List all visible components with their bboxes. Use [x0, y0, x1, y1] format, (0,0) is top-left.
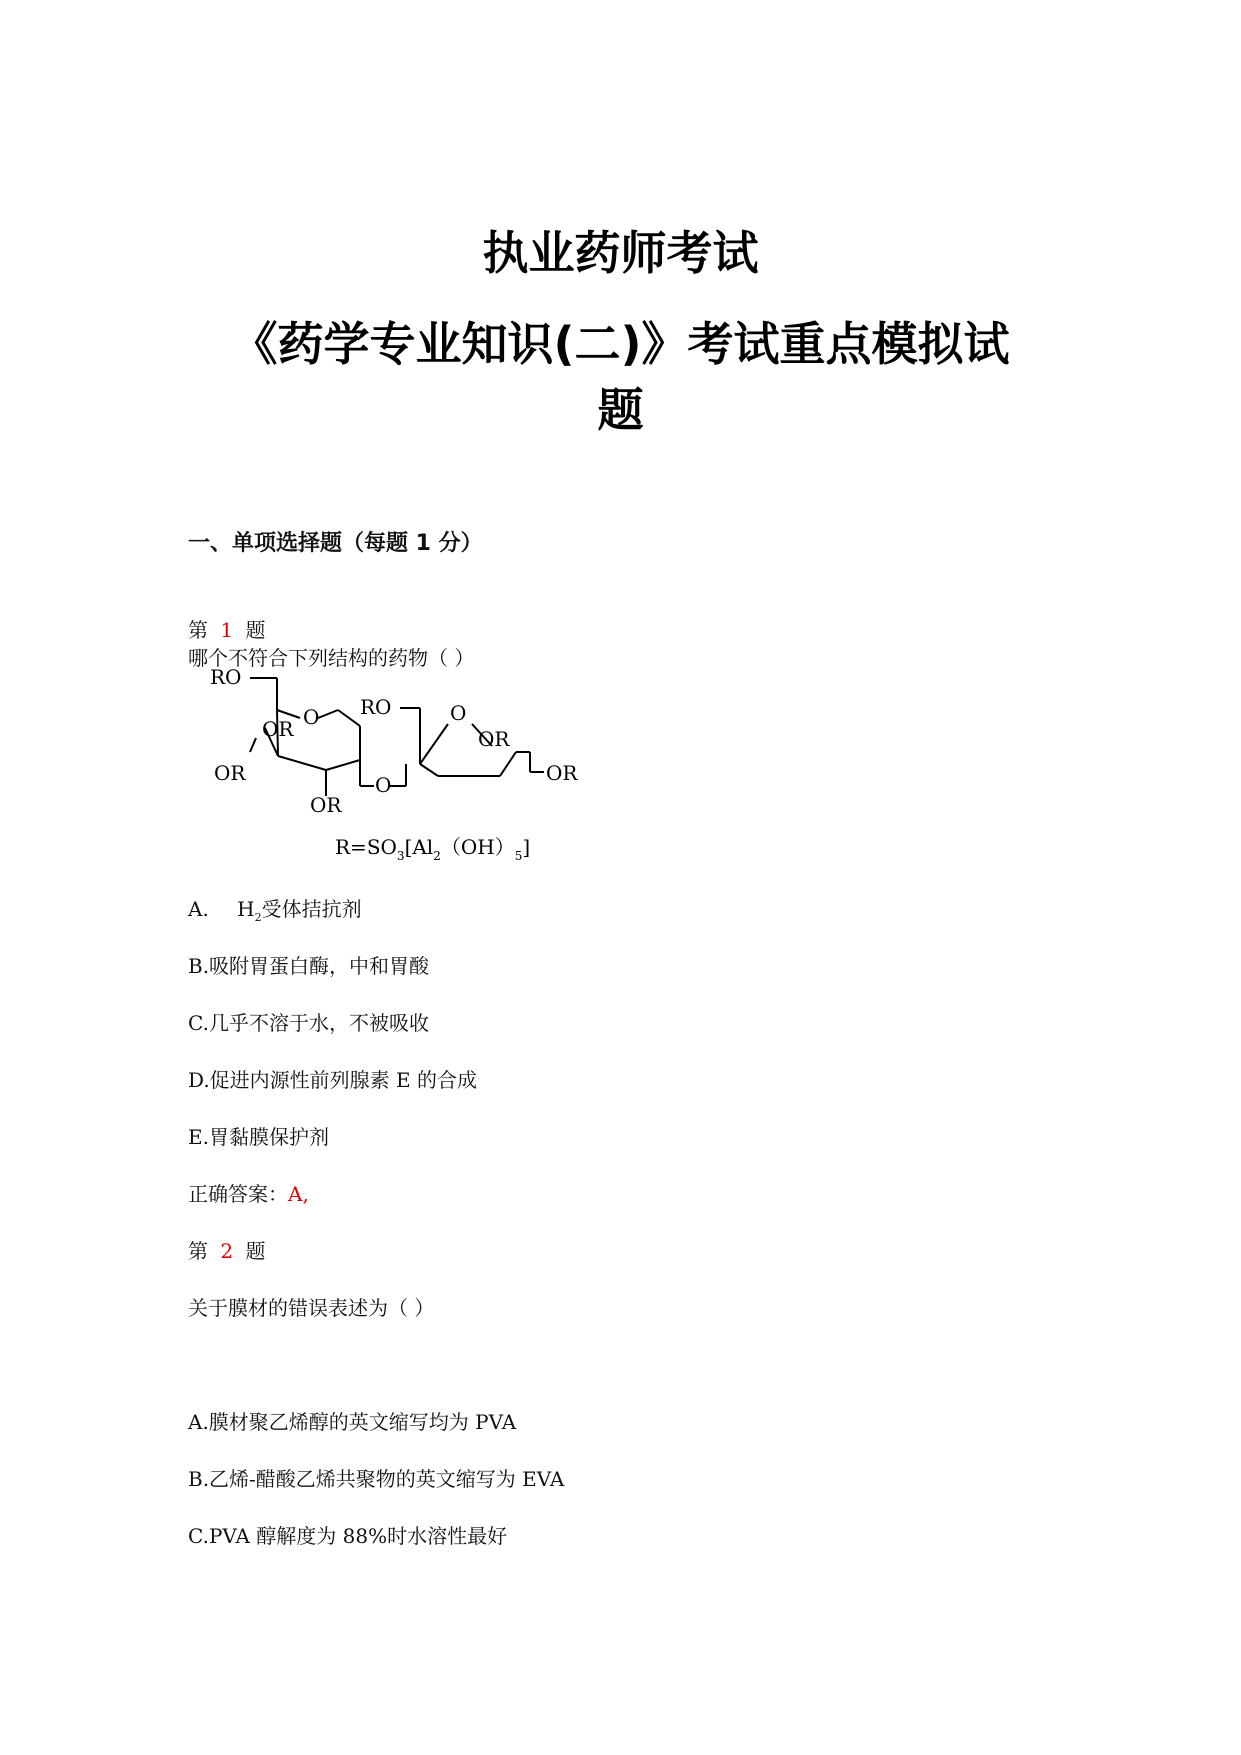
- question-1-option-d: D.促进内源性前列腺素 E 的合成: [188, 1068, 477, 1092]
- question-1-label: [188, 614, 265, 643]
- chemical-structure-figure: [210, 664, 650, 864]
- question-2-option-b: B.乙烯-醋酸乙烯共聚物的英文缩写为 EVA: [188, 1467, 565, 1491]
- document-title-line-1: 执业药师考试: [482, 226, 759, 280]
- structure-formula: $R=SO_3[Al_2(OH)_5]$: [335, 835, 531, 863]
- structure-label: O: [303, 705, 320, 729]
- question-2-label: [188, 1235, 265, 1264]
- structure-label: RO: [360, 695, 392, 719]
- option-text: H: [237, 897, 255, 921]
- structure-label: OR: [310, 793, 342, 817]
- structure-label: OR: [262, 717, 294, 741]
- answer-label: 正确答案：: [188, 1182, 288, 1206]
- question-label-suffix: 题: [245, 1239, 266, 1263]
- question-label-prefix: 第: [188, 618, 208, 642]
- document-title-line-3: 题: [597, 383, 644, 437]
- structure-label: O: [450, 701, 467, 725]
- option-subscript: 2: [254, 911, 262, 924]
- option-text: 受体拮抗剂: [261, 897, 362, 921]
- question-1-option-a: [188, 893, 362, 924]
- structure-label: O: [375, 773, 392, 797]
- option-letter: A.: [188, 897, 209, 921]
- structure-label: OR: [478, 727, 510, 751]
- question-1-answer: [188, 1178, 309, 1207]
- question-label-suffix: 题: [245, 618, 266, 642]
- question-1-option-e: E.胃黏膜保护剂: [188, 1125, 329, 1149]
- question-1-stem: 哪个不符合下列结构的药物（ ）: [188, 646, 475, 670]
- question-number: 2: [220, 1239, 234, 1263]
- structure-label: OR: [546, 761, 578, 785]
- structure-label: OR: [214, 761, 246, 785]
- section-heading: 一、单项选择题（每题 1 分）: [188, 531, 483, 556]
- question-label-prefix: 第: [188, 1239, 208, 1263]
- question-2-stem: 关于膜材的错误表述为（ ）: [188, 1296, 435, 1320]
- question-number: 1: [220, 618, 234, 642]
- answer-value: A,: [288, 1182, 309, 1206]
- question-1-option-b: B.吸附胃蛋白酶，中和胃酸: [188, 954, 430, 978]
- question-2-option-c: C.PVA 醇解度为 88%时水溶性最好: [188, 1524, 508, 1548]
- structure-label: RO: [210, 665, 242, 689]
- question-1-option-c: C.几乎不溶于水，不被吸收: [188, 1011, 429, 1035]
- document-title-line-2: 《药学专业知识(二)》考试重点模拟试: [231, 317, 1010, 371]
- question-2-option-a: A.膜材聚乙烯醇的英文缩写均为 PVA: [188, 1410, 517, 1434]
